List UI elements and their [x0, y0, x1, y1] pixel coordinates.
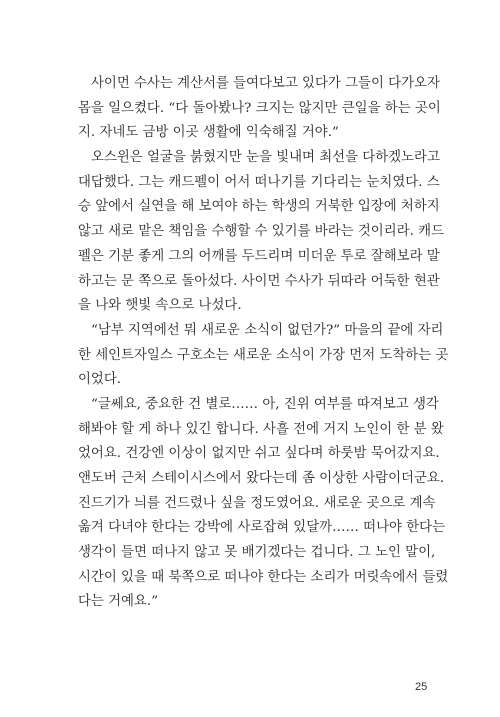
text-line: 않고 새로 맡은 책임을 수행할 수 있기를 바라는 것이리라. 캐드 [78, 224, 444, 240]
text-line: “남부 지역에선 뭐 새로운 소식이 없던가?” 마을의 끝에 자리 [91, 322, 444, 338]
text-line: 생각이 들면 떠나지 않고 못 배기겠다는 겁니다. 그 노인 말이, [78, 545, 436, 561]
text-line: 승 앞에서 실연을 해 보여야 하는 학생의 거북한 입장에 처하지 [78, 199, 440, 215]
text-line: 시간이 있을 때 북쪽으로 떠나야 한다는 소리가 머릿속에서 들렸 [78, 569, 449, 585]
text-line: 다는 거예요.” [78, 594, 159, 610]
text-line: 대답했다. 그는 캐드펠이 어서 떠나기를 기다리는 눈치였다. 스 [78, 174, 440, 190]
text-line: 펠은 기분 좋게 그의 어깨를 두드리며 미더운 투로 잘해보라 말 [78, 248, 440, 264]
text-line: 한 세인트자일스 구호소는 새로운 소식이 가장 먼저 도착하는 곳 [78, 347, 449, 363]
text-line: 앤도버 근처 스테이시스에서 왔다는데 좀 이상한 사람이더군요. [78, 471, 445, 486]
text-line: 해봐야 할 게 하나 있긴 합니다. 사흘 전에 거지 노인이 한 분 왔 [78, 421, 444, 437]
text-line: 을 나와 햇빛 속으로 나섰다. [78, 298, 242, 314]
text-line: 이었다. [78, 372, 122, 388]
text-line: 하고는 문 쪽으로 돌아섰다. 사이먼 수사가 뒤따라 어둑한 현관 [78, 273, 440, 289]
text-line: “글쎄요, 중요한 건 별로…… 아, 진위 여부를 따져보고 생각 [91, 396, 439, 412]
text-line: 진드기가 늬를 건드렸나 싶을 정도였어요. 새로운 곳으로 계속 [78, 495, 436, 511]
text-line: 몸을 일으켰다. “다 돌아봤나? 크지는 않지만 큰일을 하는 곳이 [78, 100, 441, 116]
text-line: 사이먼 수사는 계산서를 들여다보고 있다가 그들이 다가오자 [91, 76, 440, 91]
text-line: 오스윈은 얼굴을 붉혔지만 눈을 빛내며 최선을 다하겠노라고 [91, 150, 440, 166]
text-line: 옮겨 다녀야 한다는 강박에 사로잡혀 있달까…… 떠나야 한다는 [78, 520, 446, 536]
page-number: 25 [415, 681, 428, 693]
body-text [78, 72, 449, 615]
text-line: 지. 자네도 금방 이곳 생활에 익숙해질 거야.” [78, 125, 339, 141]
text-line: 었어요. 건강엔 이상이 없지만 쉬고 싶다며 하룻밤 묵어갔지요. [78, 446, 440, 462]
